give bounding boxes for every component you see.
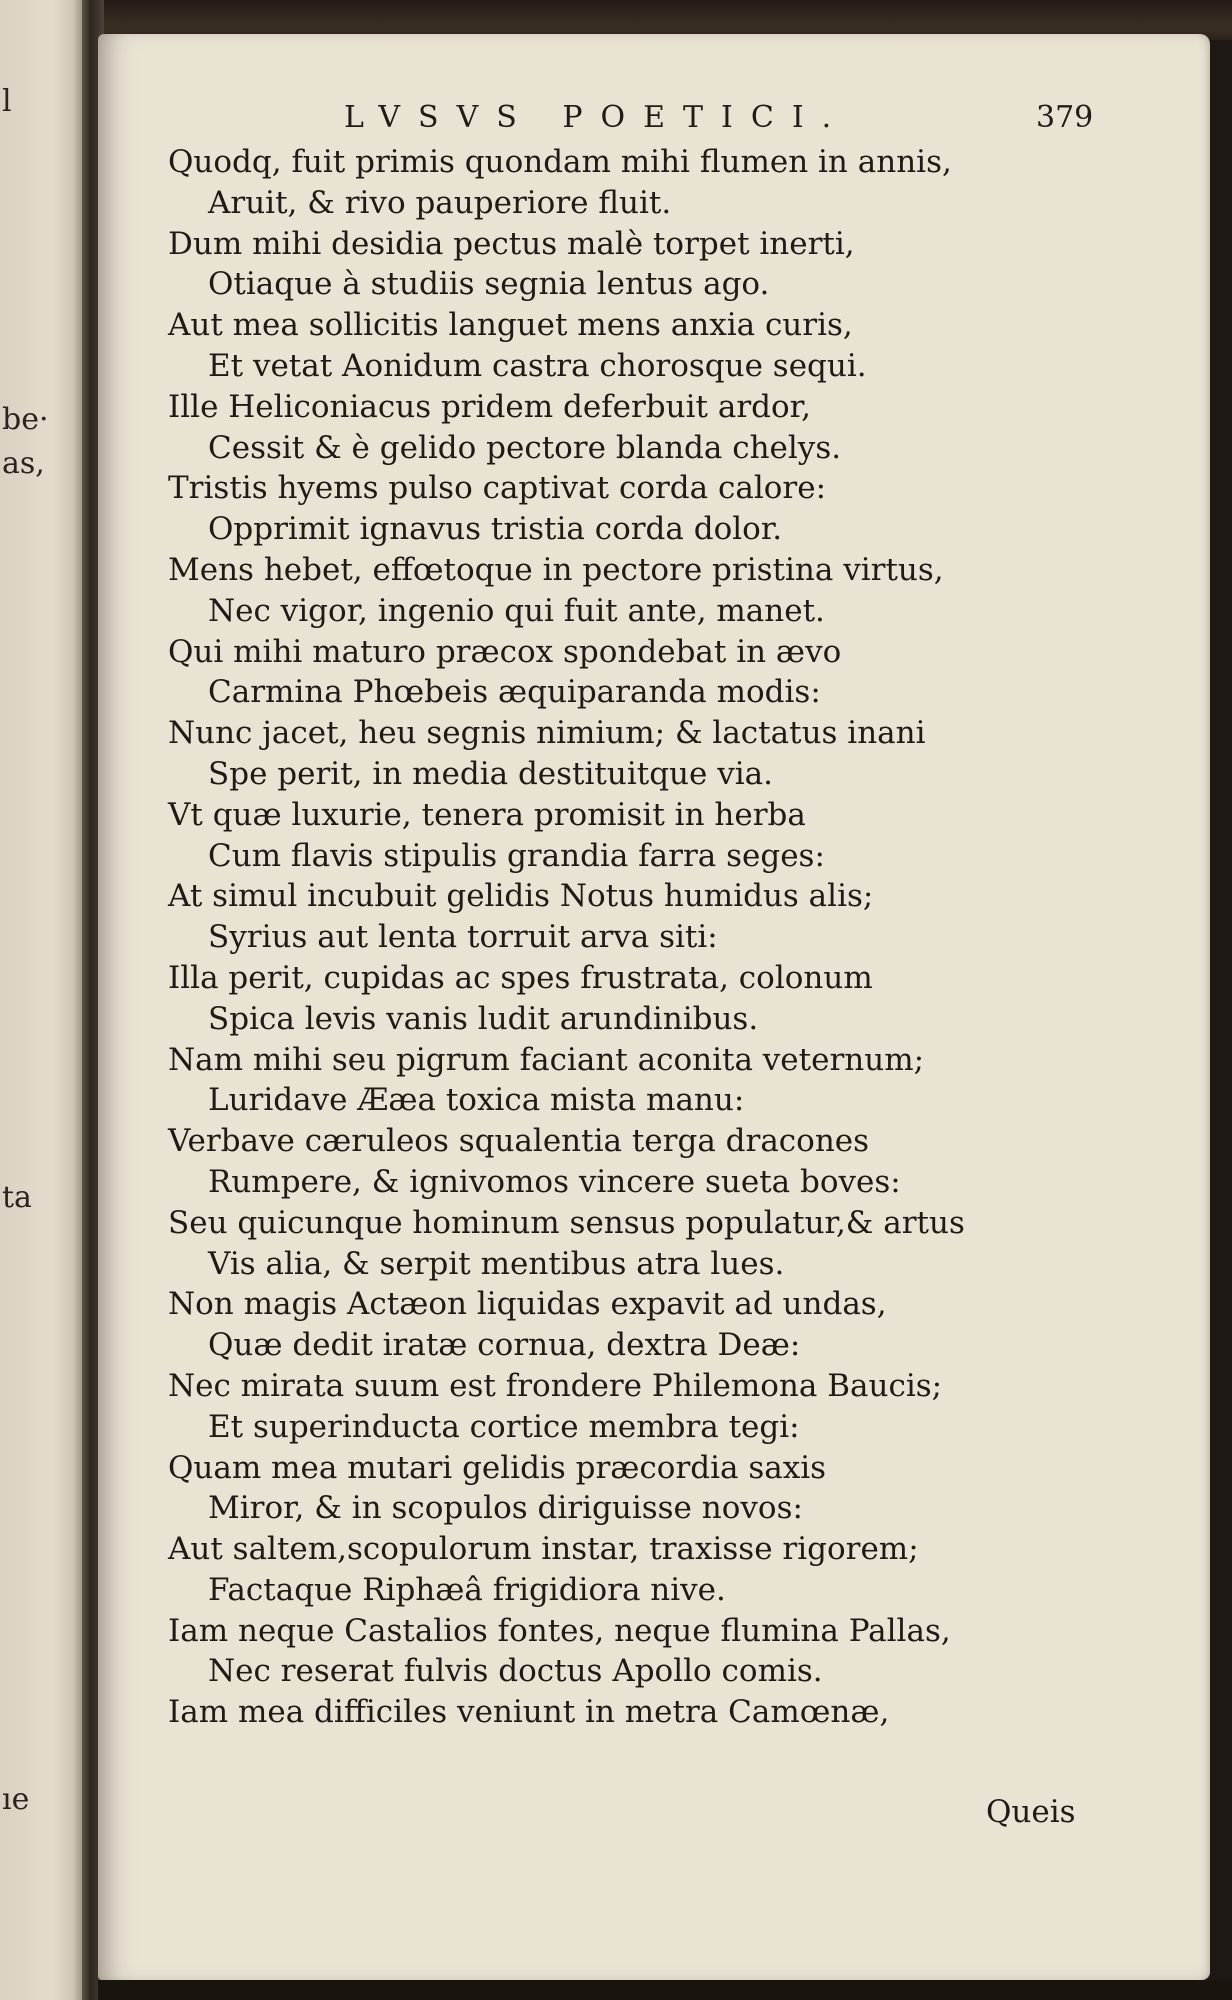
verse-line: Et vetat Aonidum castra chorosque sequi. [208,347,867,384]
verse-line: Rumpere, & ignivomos vincere sueta boves: [208,1163,901,1200]
page-header [98,100,1210,144]
verse-line: Cum flavis stipulis grandia farra seges: [208,837,825,874]
previous-page-fragment: l [2,84,12,119]
verse-line: Ille Heliconiacus pridem deferbuit ardor, [168,388,811,425]
verse-line: Miror, & in scopulos diriguisse novos: [208,1490,803,1527]
previous-page-fragment: as, [2,446,45,481]
verse-line: Nec vigor, ingenio qui fuit ante, manet. [208,592,825,629]
page-bottom-shadow [98,1980,1232,2000]
verse-line: Carmina Phœbeis æquiparanda modis: [208,674,821,711]
verse-line: Qui mihi maturo præcox spondebat in ævo [168,633,842,670]
verse-line: Cessit & è gelido pectore blanda chelys. [208,429,842,466]
previous-page-fragment: ta [2,1180,32,1215]
verse-line: Seu quicunque hominum sensus populatur,& artus [168,1204,965,1241]
verse-line: Syrius aut lenta torruit arva siti: [208,919,718,956]
verse-line: Tristis hyems pulso captivat corda calore: [168,470,827,507]
verse-line: Non magis Actæon liquidas expavit ad undas, [168,1286,887,1323]
verse-line: Nam mihi seu pigrum faciant aconita veternum; [168,1041,925,1078]
verse-line: Otiaque à studiis segnia lentus ago. [208,266,770,303]
previous-page-fragment: ıe [2,1782,30,1817]
previous-page-fragment: be· [2,402,49,437]
book-page [98,34,1210,1980]
verse-line: At simul incubuit gelidis Notus humidus alis; [168,878,874,915]
running-head: LVSVS POETICI. [344,100,850,135]
verse-line: Aut mea sollicitis languet mens anxia curis, [168,307,853,344]
verse-line: Vis alia, & serpit mentibus atra lues. [208,1245,785,1282]
previous-page-edge [0,0,86,2000]
verse-line: Spe perit, in media destituitque via. [208,755,773,792]
verse-line: Luridave Ææa toxica mista manu: [208,1082,745,1119]
verse-line: Quæ dedit iratæ cornua, dextra Deæ: [208,1327,801,1364]
verse-line: Quodq, fuit primis quondam mihi flumen in annis, [168,144,952,180]
verse-line: Nunc jacet, heu segnis nimium; & lactatus inani [168,715,926,752]
verse-line: Iam mea difficiles veniunt in metra Camœnæ, [168,1694,890,1731]
verse-line: Et superinducta cortice membra tegi: [208,1408,800,1445]
verse-line: Spica levis vanis ludit arundinibus. [208,1000,759,1037]
verse-line: Quam mea mutari gelidis præcordia saxis [168,1449,827,1486]
poem-text [168,142,1188,1733]
catchword: Queis [986,1794,1076,1830]
verse-line: Nec reserat fulvis doctus Apollo comis. [208,1653,823,1690]
verse-line: Mens hebet, effœtoque in pectore pristina virtus, [168,551,944,588]
page-number: 379 [1036,100,1094,135]
verse-line: Dum mihi desidia pectus malè torpet inerti, [168,225,855,262]
verse-line: Opprimit ignavus tristia corda dolor. [208,511,783,548]
verse-line: Illa perit, cupidas ac spes frustrata, colonum [168,959,873,996]
verse-line: Iam neque Castalios fontes, neque flumina Pallas, [168,1612,951,1649]
verse-line: Factaque Riphæâ frigidiora nive. [208,1571,726,1608]
verse-line: Verbave cæruleos squalentia terga dracones [168,1123,870,1160]
verse-line: Vt quæ luxurie, tenera promisit in herba [168,796,806,833]
verse-line: Aruit, & rivo pauperiore fluit. [208,184,672,221]
verse-line: Aut saltem,scopulorum instar, traxisse rigorem; [168,1531,919,1568]
verse-line: Nec mirata suum est frondere Philemona Baucis; [168,1367,943,1404]
